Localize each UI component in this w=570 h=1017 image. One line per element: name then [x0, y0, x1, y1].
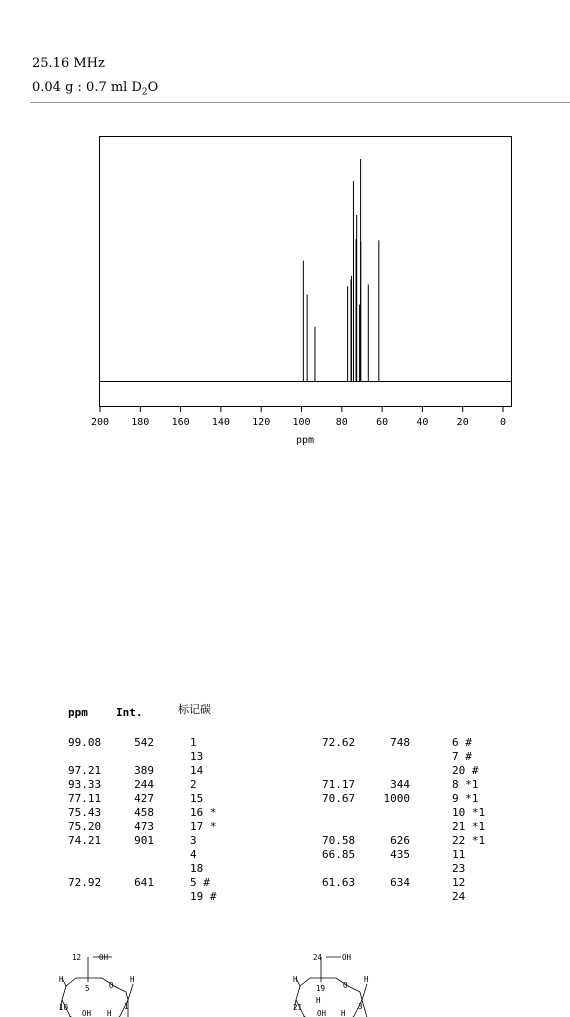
table-cell-intensity: 748	[390, 736, 410, 749]
atom-label: OH	[317, 1009, 327, 1017]
sample-suffix: O	[147, 80, 159, 95]
x-axis-ticks	[91, 406, 506, 428]
table-cell-assignment: 21 *1	[452, 820, 486, 833]
table-cell-intensity: 389	[134, 764, 154, 777]
table-cell-intensity: 473	[134, 820, 154, 833]
table-cell-assignment: 3	[190, 834, 197, 847]
x-axis-label: ppm	[295, 435, 315, 446]
x-tick-label: 200	[90, 417, 110, 428]
table-cell-assignment: 15	[190, 792, 204, 805]
atom-label: 1	[124, 1002, 129, 1011]
table-cell-intensity: 458	[134, 806, 154, 819]
table-cell-ppm: 93.33	[68, 778, 102, 791]
atom-label: 5	[85, 984, 90, 993]
table-cell-ppm: 70.58	[322, 834, 356, 847]
table-cell-assignment: 5 #	[190, 876, 210, 889]
x-tick-label: 40	[416, 417, 429, 428]
table-cell-ppm: 75.43	[68, 806, 102, 819]
table-cell-ppm: 74.21	[68, 834, 102, 847]
table-cell-intensity: 626	[390, 834, 410, 847]
sample-subscript: 2	[141, 87, 148, 98]
x-tick-label: 140	[211, 417, 230, 428]
plot-frame	[100, 137, 512, 407]
table-cell-intensity: 427	[134, 792, 154, 805]
sample-text: 0.04 g : 0.7 ml D	[32, 80, 142, 95]
x-tick-label: 160	[171, 417, 190, 428]
table-cell-assignment: 2	[190, 778, 197, 791]
alpha-atom-labels	[54, 953, 244, 1017]
table-cell-assignment: 24	[452, 890, 466, 903]
table-cell-assignment: 22 *1	[452, 834, 486, 847]
table-cell-assignment: 7 #	[452, 750, 472, 763]
x-tick-label: 120	[252, 417, 271, 428]
table-cell-ppm: 61.63	[322, 876, 356, 889]
atom-label: H	[293, 975, 298, 984]
atom-label: 21	[293, 1003, 303, 1012]
atom-label: H	[316, 996, 321, 1005]
table-cell-assignment: 17 *	[190, 820, 217, 833]
atom-label: 19	[316, 984, 326, 993]
table-cell-intensity: 901	[134, 834, 154, 847]
table-cell-assignment: 9 *1	[452, 792, 479, 805]
atom-label: H	[107, 1009, 112, 1017]
x-tick-label: 180	[131, 417, 150, 428]
atom-label: OH	[99, 953, 109, 962]
table-cell-intensity: 542	[134, 736, 154, 749]
atom-label: OH	[82, 1009, 92, 1017]
table-cell-assignment: 16 *	[190, 806, 217, 819]
table-cell-intensity: 344	[390, 778, 410, 791]
table-cell-assignment: 19 #	[190, 890, 217, 903]
x-tick-label: 80	[335, 417, 348, 428]
peak-group	[303, 159, 378, 381]
column-header-assignment: 标记碳	[178, 703, 211, 716]
x-tick-label: 60	[376, 417, 389, 428]
atom-label: 3	[358, 1002, 363, 1011]
atom-label: O	[343, 981, 348, 990]
x-tick-label: 0	[499, 417, 507, 428]
column-header-intensity: Int.	[116, 706, 143, 719]
table-cell-intensity: 641	[134, 876, 154, 889]
table-cell-assignment: 23	[452, 862, 466, 875]
table-cell-ppm: 70.67	[322, 792, 356, 805]
table-cell-ppm: 72.92	[68, 876, 102, 889]
column-header-ppm: ppm	[68, 706, 88, 719]
table-cell-assignment: 1	[190, 736, 197, 749]
atom-label: H	[59, 975, 64, 984]
table-cell-ppm: 72.62	[322, 736, 356, 749]
atom-label: 12	[72, 953, 82, 962]
table-cell-ppm: 77.11	[68, 792, 102, 805]
table-cell-assignment: 14	[190, 764, 204, 777]
beta-atom-labels	[288, 953, 483, 1017]
atom-label: OH	[342, 953, 352, 962]
table-cell-intensity: 1000	[383, 792, 410, 805]
table-cell-assignment: 11	[452, 848, 466, 861]
atom-label: 24	[313, 953, 323, 962]
atom-label: 10	[59, 1003, 69, 1012]
table-cell-assignment: 12	[452, 876, 466, 889]
atom-label: O	[109, 981, 114, 990]
x-tick-label: 20	[456, 417, 469, 428]
table-cell-intensity: 244	[134, 778, 154, 791]
table-cell-ppm: 75.20	[68, 820, 102, 833]
x-tick-label: 100	[292, 417, 311, 428]
atom-label: H	[341, 1009, 346, 1017]
table-cell-assignment: 10 *1	[452, 806, 486, 819]
spectrometer-frequency: 25.16 MHz	[32, 56, 105, 71]
table-cell-intensity: 435	[390, 848, 410, 861]
table-cell-ppm: 71.17	[322, 778, 356, 791]
table-cell-assignment: 18	[190, 862, 204, 875]
table-cell-ppm: 66.85	[322, 848, 356, 861]
table-cell-ppm: 99.08	[68, 736, 102, 749]
table-cell-intensity: 634	[390, 876, 410, 889]
table-cell-assignment: 20 #	[452, 764, 479, 777]
table-cell-assignment: 4	[190, 848, 197, 861]
table-cell-assignment: 13	[190, 750, 204, 763]
nmr-spectrum-chart	[0, 0, 570, 460]
table-cell-assignment: 8 *1	[452, 778, 479, 791]
atom-label: H	[364, 975, 369, 984]
table-cell-assignment: 6 #	[452, 736, 472, 749]
atom-label: H	[130, 975, 135, 984]
table-cell-ppm: 97.21	[68, 764, 102, 777]
